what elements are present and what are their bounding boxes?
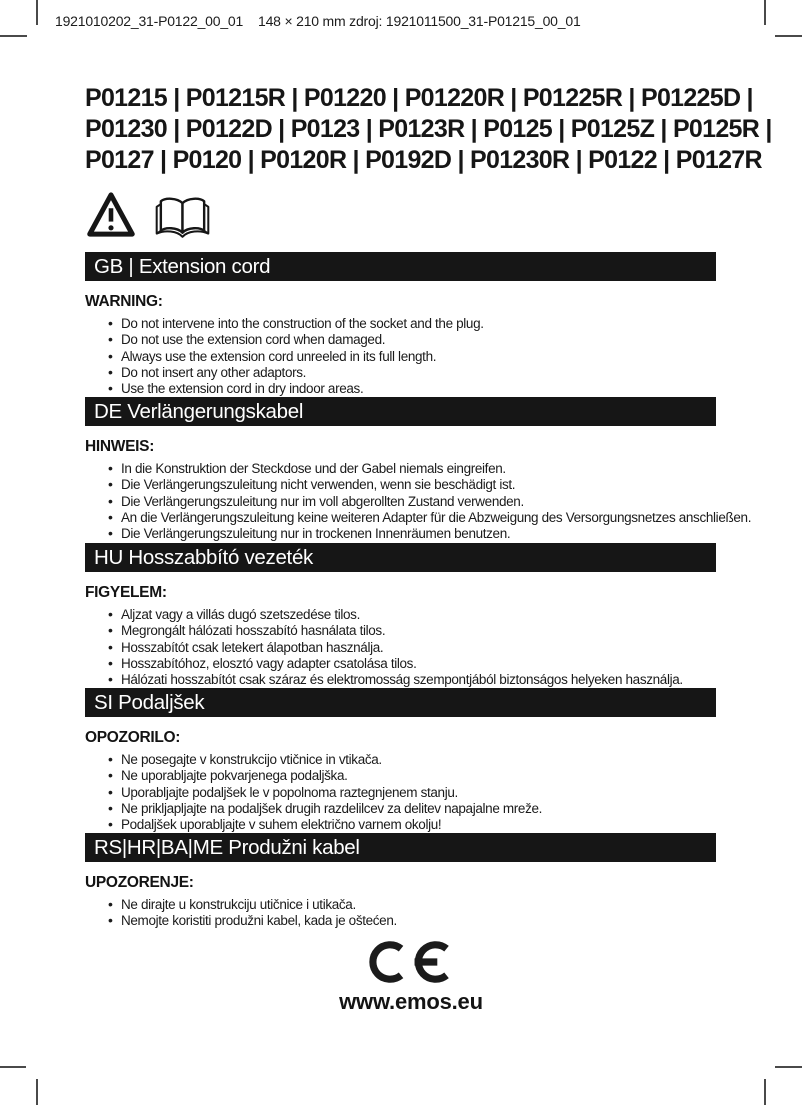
product-codes-title [85,83,772,176]
section-header-gb: GB | Extension cord [85,252,716,281]
section-hu [85,543,716,688]
bullet-item: • Ne prikljapljajte na podaljšek drugih razdelilcev za delitev napajalne mreže. [108,801,716,817]
warning-list-de [85,461,752,542]
product-codes-line: P01230 | P0122D | P0123 | P0123R | P0125 | P0125Z | P0125R | [85,115,772,143]
bullet-item: • In die Konstruktion der Steckdose und der Gabel niemals eingreifen. [108,461,716,477]
bullet-item: • Megrongált hálózati hosszabító hasnálata tilos. [108,623,716,639]
website-url: www.emos.eu [339,989,483,1014]
section-warning-label: WARNING: [85,293,163,310]
bullet-item: • Hosszabítót csak letekert álapotban használja. [108,640,716,656]
section-header-hu: HU Hosszabbító vezeték [85,543,716,572]
bullet-item: • An die Verlängerungszuleitung keine weiteren Adapter für die Abzweigung des Versorgungsnetzes anschließen. [108,510,716,526]
bullet-item: • Ne posegajte v konstrukcijo vtičnice in vtikača. [108,752,716,768]
crop-mark [775,35,802,37]
bullet-item: • Ne dirajte u konstrukciju utičnice i utikača. [108,897,716,913]
section-header-de: DE Verlängerungskabel [85,397,716,426]
bullet-item: • Die Verlängerungszuleitung nur im voll abgerollten Zustand verwenden. [108,494,716,510]
crop-mark [0,1066,26,1068]
bullet-item: • Do not intervene into the construction of the socket and the plug. [108,316,716,332]
bullet-item: • Die Verlängerungszuleitung nicht verwenden, wenn sie beschädigt ist. [108,477,716,493]
bullet-item: • Do not use the extension cord when damaged. [108,332,716,348]
section-warning-label: OPOZORILO: [85,729,181,746]
bullet-item: • Hálózati hosszabítót csak száraz és elektromosság szempontjából biztonságos helyeken használja. [108,672,716,688]
section-de [85,397,752,542]
section-rs-hr-ba-me [85,833,716,930]
bullet-item: • Hosszabítóhoz, elosztó vagy adapter csatolása tilos. [108,656,716,672]
crop-mark [764,0,766,25]
document-size-source: 148 × 210 mm zdroj: 1921011500_31-P01215_00_01 [258,13,581,29]
bullet-item: • Do not insert any other adaptors. [108,365,716,381]
warning-triangle-icon [86,189,136,245]
section-gb [85,252,716,397]
warning-list-gb [85,316,716,397]
safety-icons [86,189,212,245]
bullet-item: • Always use the extension cord unreeled in its full length. [108,349,716,365]
product-codes-line: P0127 | P0120 | P0120R | P0192D | P01230R | P0122 | P0127R [85,146,762,174]
crop-mark [36,0,38,25]
document-id: 1921010202_31-P0122_00_01 [55,13,244,29]
bullet-item: • Nemojte koristiti produžni kabel, kada je oštećen. [108,913,716,929]
bullet-item: • Podaljšek uporabljajte v suhem električno varnem okolju! [108,817,716,833]
section-warning-label: UPOZORENJE: [85,874,194,891]
section-si [85,688,716,833]
warning-list-rs [85,897,716,930]
ce-mark-icon [367,936,453,993]
read-manual-book-icon [153,193,212,245]
product-codes-line: P01215 | P01215R | P01220 | P01220R | P01225R | P01225D | [85,84,753,112]
crop-mark [0,35,27,37]
section-header-rs: RS|HR|BA|ME Produžni kabel [85,833,716,862]
crop-mark [36,1079,38,1105]
section-warning-label: FIGYELEM: [85,584,167,601]
warning-list-hu [85,607,716,688]
bullet-item: • Ne uporabljajte pokvarjenega podaljška. [108,768,716,784]
bullet-item: • Aljzat vagy a villás dugó szetszedése tilos. [108,607,716,623]
crop-mark [775,1066,802,1068]
warning-list-si [85,752,716,833]
crop-mark [764,1079,766,1105]
bullet-item: • Die Verlängerungszuleitung nur in trockenen Innenräumen benutzen. [108,526,716,542]
section-header-si: SI Podaljšek [85,688,716,717]
bullet-item: • Use the extension cord in dry indoor areas. [108,381,716,397]
section-warning-label: HINWEIS: [85,438,155,455]
bullet-item: • Uporabljajte podaljšek le v popolnoma raztegnjenem stanju. [108,785,716,801]
